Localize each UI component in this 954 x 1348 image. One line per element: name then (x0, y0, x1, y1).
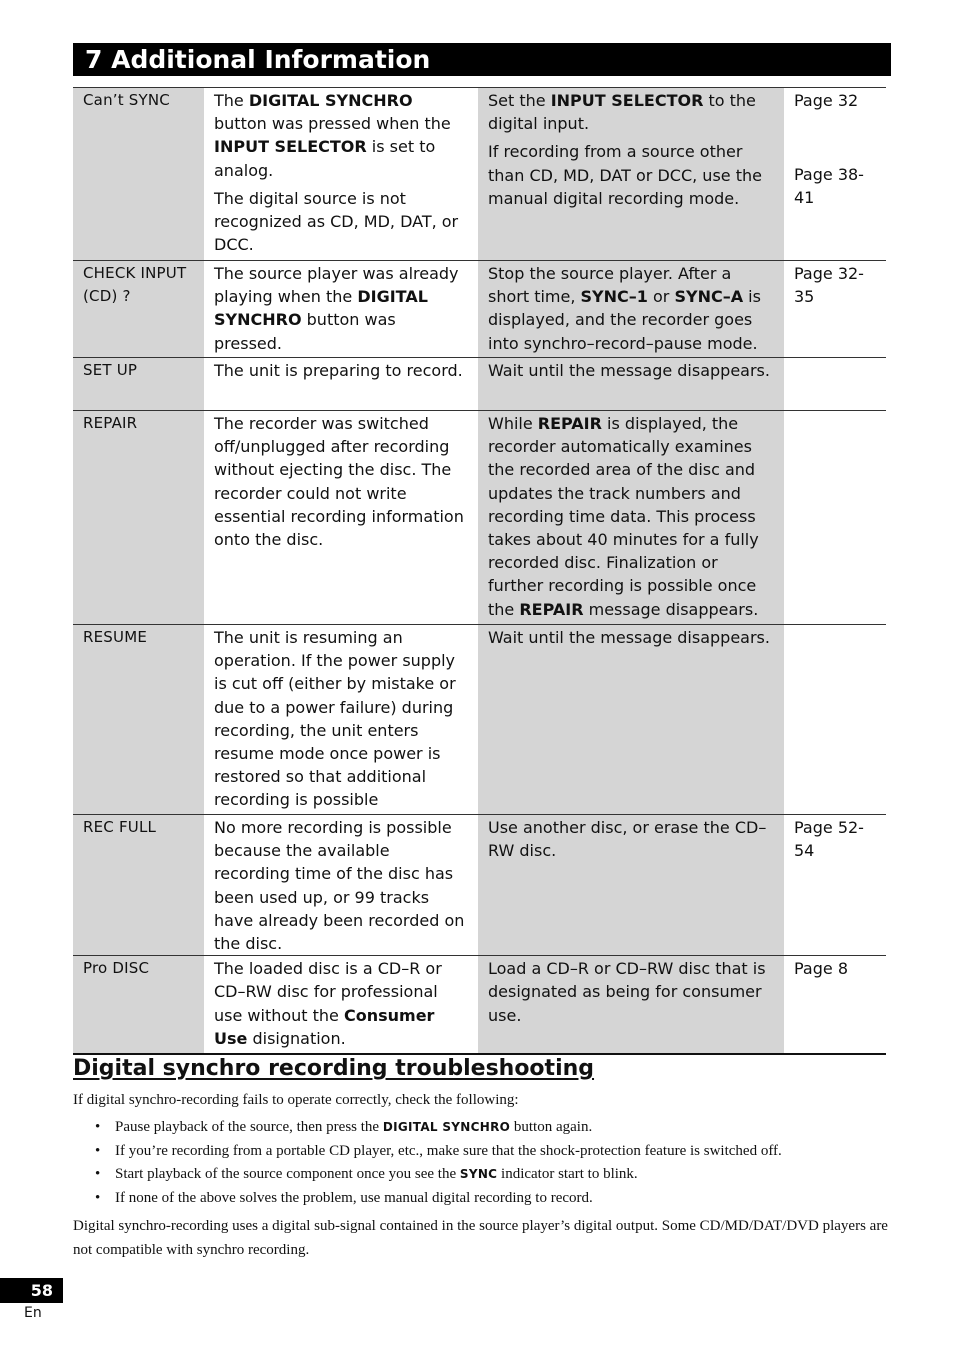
text-run: button again. (510, 1119, 593, 1135)
text-run: button was pressed when the (214, 114, 451, 134)
small-caps-term: DIGITAL SYNCHRO (382, 1120, 511, 1134)
text-run: The loaded disc is a CD–R or CD–RW disc for professional use without the (214, 959, 442, 1025)
remedy-text (488, 957, 774, 1027)
cause-text (214, 816, 468, 955)
table-row (73, 261, 886, 358)
page-reference: Page 32 (794, 91, 859, 110)
display-message-cell (73, 358, 204, 411)
bold-term: DIGITAL SYNCHRO (248, 91, 413, 110)
bold-term: DIGITAL SYNCHRO (214, 287, 428, 330)
remedy-text (488, 262, 774, 355)
table-row (73, 956, 886, 1054)
cause-cell (204, 411, 478, 625)
text-run: No more recording is possible because the available recording time of the disc has been used up, or 99 tracks have already been recorded on the disc. (214, 818, 465, 954)
closing-paragraph: Digital synchro-recording uses a digital sub-signal contained in the source player’s digital output. Some CD/MD/DAT/DVD players are not compatible with synchro recording. (73, 1218, 888, 1258)
bold-term: INPUT SELECTOR (550, 91, 704, 110)
text-run: Use another disc, or erase the CD–RW disc. (488, 818, 767, 861)
table-row (73, 358, 886, 411)
section-title: Digital synchro recording troubleshooting (73, 1056, 595, 1081)
text-run: If none of the above solves the problem, use manual digital recording to record. (115, 1189, 593, 1206)
bold-term: Consumer Use (214, 1005, 435, 1048)
text-run: is displayed, and the recorder goes into synchro–record–pause mode. (488, 287, 761, 353)
page-reference: Page 32-35 (794, 264, 864, 307)
cause-text (214, 359, 468, 382)
table-row (73, 88, 886, 261)
chapter-header (73, 43, 891, 76)
list-item (73, 1140, 891, 1164)
text-run: The recorder was switched off/unplugged after recording without ejecting the disc. The recorder could not write essential recording information onto the disc. (214, 414, 464, 550)
table-row (73, 815, 886, 956)
display-message: RESUME (83, 628, 148, 646)
text-run: The unit is preparing to record. (214, 361, 463, 380)
list-item (73, 1116, 891, 1140)
cause-text (214, 412, 468, 551)
bold-term: SYNC–1 (580, 287, 648, 307)
display-message: SET UP (83, 361, 138, 379)
text-run: indicator start to blink. (497, 1166, 638, 1182)
text-run: While (488, 414, 538, 433)
page-ref-cell (784, 815, 886, 956)
bullet-icon: • (95, 1142, 101, 1159)
remedy-cell (478, 625, 784, 815)
display-message-cell (73, 411, 204, 625)
cause-cell (204, 815, 478, 956)
cause-cell (204, 88, 478, 261)
bold-term: REPAIR (519, 599, 584, 619)
text-run: The source player was already playing when the (214, 264, 459, 307)
table-row (73, 625, 886, 815)
text-run: Stop the source player. After a short time, (488, 264, 732, 307)
bold-term: SYNC–A (674, 287, 744, 307)
text-run: Set the (488, 91, 551, 110)
small-caps-term: SYNC (459, 1167, 498, 1181)
display-message-cell (73, 815, 204, 956)
page-ref-cell (784, 358, 886, 411)
bold-term: REPAIR (537, 414, 602, 433)
bold-term: INPUT SELECTOR (214, 137, 367, 157)
text-run: button was pressed. (214, 310, 396, 353)
display-message-cell (73, 261, 204, 358)
cause-text (214, 187, 468, 257)
remedy-cell (478, 358, 784, 411)
text-run: The (214, 91, 249, 110)
display-message: REC FULL (83, 818, 157, 836)
bullet-icon: • (95, 1119, 101, 1135)
text-run: Wait until the message disappears. (488, 361, 770, 380)
table-row (73, 411, 886, 625)
cause-cell (204, 956, 478, 1054)
list-item (73, 1187, 891, 1211)
text-run: If recording from a source other than CD, MD, DAT or DCC, use the manual digital recording mode. (488, 142, 762, 208)
remedy-text (488, 816, 774, 862)
remedy-cell (478, 261, 784, 358)
remedy-text (488, 359, 774, 382)
text-run: The unit is resuming an operation. If the power supply is cut off (either by mistake or due to a power failure) during recording, the unit enters resume mode once power is restored so that additional recording is possible (214, 628, 456, 810)
cause-text (214, 89, 468, 182)
page-ref-cell (784, 261, 886, 358)
page-ref-cell (784, 88, 886, 261)
text-run: Pause playback of the source, then press the (115, 1119, 383, 1135)
text-run: message disappears. (583, 599, 759, 619)
text-run: to the digital input. (488, 91, 756, 134)
cause-cell (204, 625, 478, 815)
remedy-text (488, 140, 774, 210)
remedy-text (488, 412, 774, 621)
display-message-cell (73, 625, 204, 815)
page-number: 58 (0, 1278, 63, 1303)
remedy-text (488, 89, 774, 135)
text-run: The digital source is not recognized as CD, MD, DAT, or DCC. (214, 188, 459, 255)
text-run: Wait until the message disappears. (488, 628, 770, 647)
text-run: Load a CD–R or CD–RW disc that is designated as being for consumer use. (488, 959, 766, 1025)
display-message: REPAIR (83, 414, 138, 432)
text-run: is displayed, the recorder automatically examines the recorded area of the disc and updates the track numbers and recording time data. This process takes about 40 minutes for a fully recorded disc. Finalization or further recording is possible once the (488, 414, 759, 619)
page-ref-cell (784, 625, 886, 815)
remedy-cell (478, 411, 784, 625)
cause-text (214, 957, 468, 1050)
text-run: is set to analog. (214, 137, 436, 180)
remedy-cell (478, 956, 784, 1054)
text-run: If you’re recording from a portable CD player, etc., make sure that the shock-protection feature is switched off. (115, 1142, 782, 1159)
display-message: CHECK INPUT (CD) ? (83, 264, 187, 305)
remedy-text (488, 626, 774, 649)
list-item (73, 1163, 891, 1187)
text-run: disignation. (247, 1028, 346, 1048)
cause-text (214, 626, 468, 812)
text-run: or (647, 287, 675, 307)
cause-cell (204, 261, 478, 358)
cause-text (214, 262, 468, 355)
page-reference: Page 8 (794, 959, 848, 979)
display-message-cell (73, 88, 204, 261)
section-intro: If digital synchro-recording fails to operate correctly, check the following: (73, 1092, 519, 1108)
display-message: Pro DISC (83, 959, 150, 978)
remedy-cell (478, 88, 784, 261)
page-ref-cell (784, 956, 886, 1054)
page-ref-cell (784, 411, 886, 625)
chapter-title: 7 Additional Information (85, 45, 431, 74)
page-reference: Page 38-41 (794, 165, 864, 208)
troubleshooting-table (73, 87, 886, 1055)
text-run: Start playback of the source component once you see the (115, 1166, 460, 1182)
language-code: En (24, 1305, 42, 1321)
bullet-icon: • (95, 1166, 101, 1182)
bullet-icon: • (95, 1189, 101, 1206)
display-message: Can’t SYNC (83, 91, 170, 109)
display-message-cell (73, 956, 204, 1054)
remedy-cell (478, 815, 784, 956)
page-reference: Page 52-54 (794, 818, 864, 861)
checklist (73, 1116, 891, 1210)
cause-cell (204, 358, 478, 411)
